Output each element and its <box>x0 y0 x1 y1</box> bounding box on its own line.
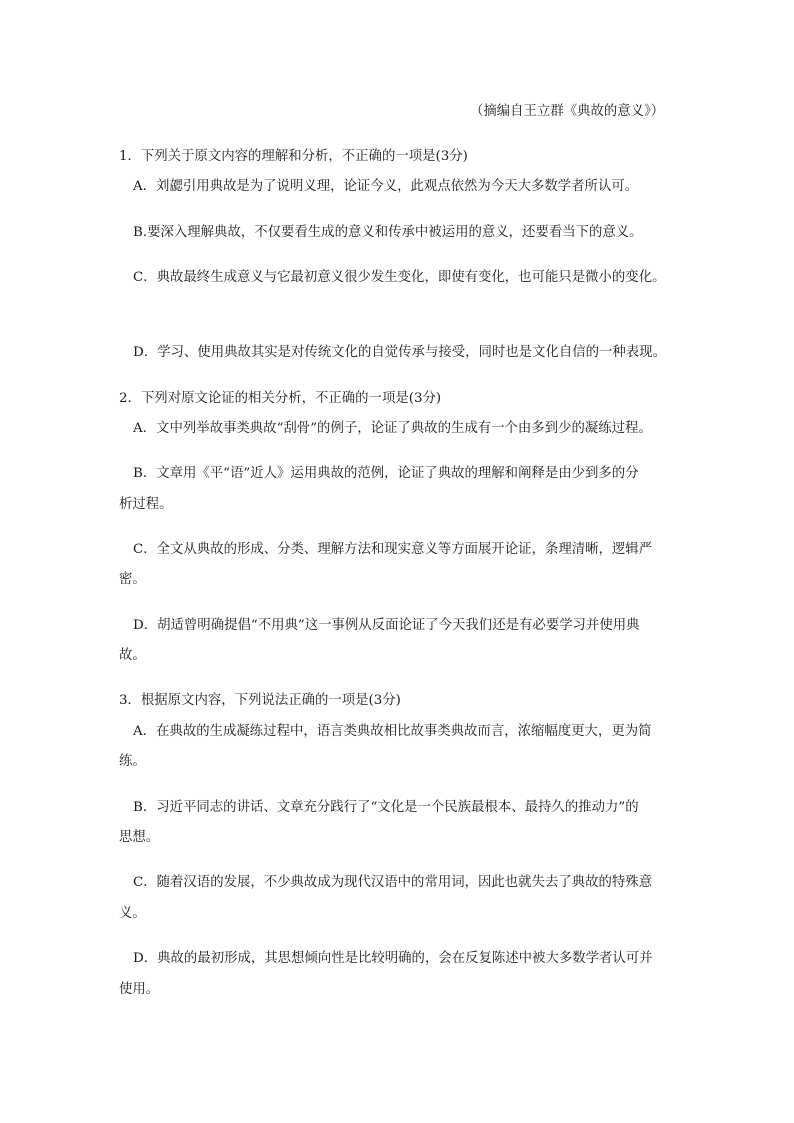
q2-option-d-cont: 故。 <box>119 648 146 663</box>
q2-option-b: B．文章用《平“语”近人》运用典故的范例，论证了典故的理解和阐释是由少到多的分 <box>133 466 639 481</box>
q3-option-c: C．随着汉语的发展，不少典故成为现代汉语中的常用词，因此也就失去了典故的特殊意 <box>133 875 653 890</box>
q3-option-a: A．在典故的生成凝练过程中，语言类典故相比故事类典故而言，浓缩幅度更大，更为简 <box>133 724 652 739</box>
q1-option-d: D．学习、使用典故其实是对传统文化的自觉传承与接受，同时也是文化自信的一种表现。 <box>133 345 666 360</box>
question-1-stem: 1．下列关于原文内容的理解和分析，不正确的一项是(3分) <box>119 149 468 164</box>
q2-option-a: A．文中列举故事类典故“刮骨”的例子，论证了典故的生成有一个由多到少的凝练过程。 <box>133 421 652 436</box>
source-citation: （摘编自王立群《典故的意义》） <box>470 104 665 119</box>
question-3-stem: 3．根据原文内容，下列说法正确的一项是(3分) <box>119 693 401 708</box>
q1-option-c: C．典故最终生成意义与它最初意义很少发生变化，即使有变化，也可能只是微小的变化。 <box>133 270 666 285</box>
q2-option-b-cont: 析过程。 <box>119 497 173 512</box>
q2-option-c: C．全文从典故的形成、分类、理解方法和现实意义等方面展开论证，条理清晰，逻辑严 <box>133 542 653 557</box>
q2-option-c-cont: 密。 <box>119 572 146 587</box>
q1-option-a: A．刘勰引用典故是为了说明义理，论证今义，此观点依然为今天大多数学者所认可。 <box>133 179 639 194</box>
q3-option-d: D．典故的最初形成，其思想倾向性是比较明确的，会在反复陈述中被大多数学者认可并 <box>133 951 653 966</box>
q2-option-d: D．胡适曾明确提倡“不用典”这一事例从反面论证了今天我们还是有必要学习并使用典 <box>133 618 640 633</box>
q3-option-d-cont: 使用。 <box>119 982 160 997</box>
q3-option-b: B．习近平同志的讲话、文章充分践行了“文化是一个民族最根本、最持久的推动力”的 <box>133 800 639 815</box>
q3-option-c-cont: 义。 <box>119 906 146 921</box>
q3-option-a-cont: 练。 <box>119 754 146 769</box>
question-2-stem: 2．下列对原文论证的相关分析，不正确的一项是(3分) <box>119 391 442 406</box>
q1-option-b: B.要深入理解典故，不仅要看生成的意义和传承中被运用的意义，还要看当下的意义。 <box>133 225 643 240</box>
q3-option-b-cont: 思想。 <box>119 830 160 845</box>
